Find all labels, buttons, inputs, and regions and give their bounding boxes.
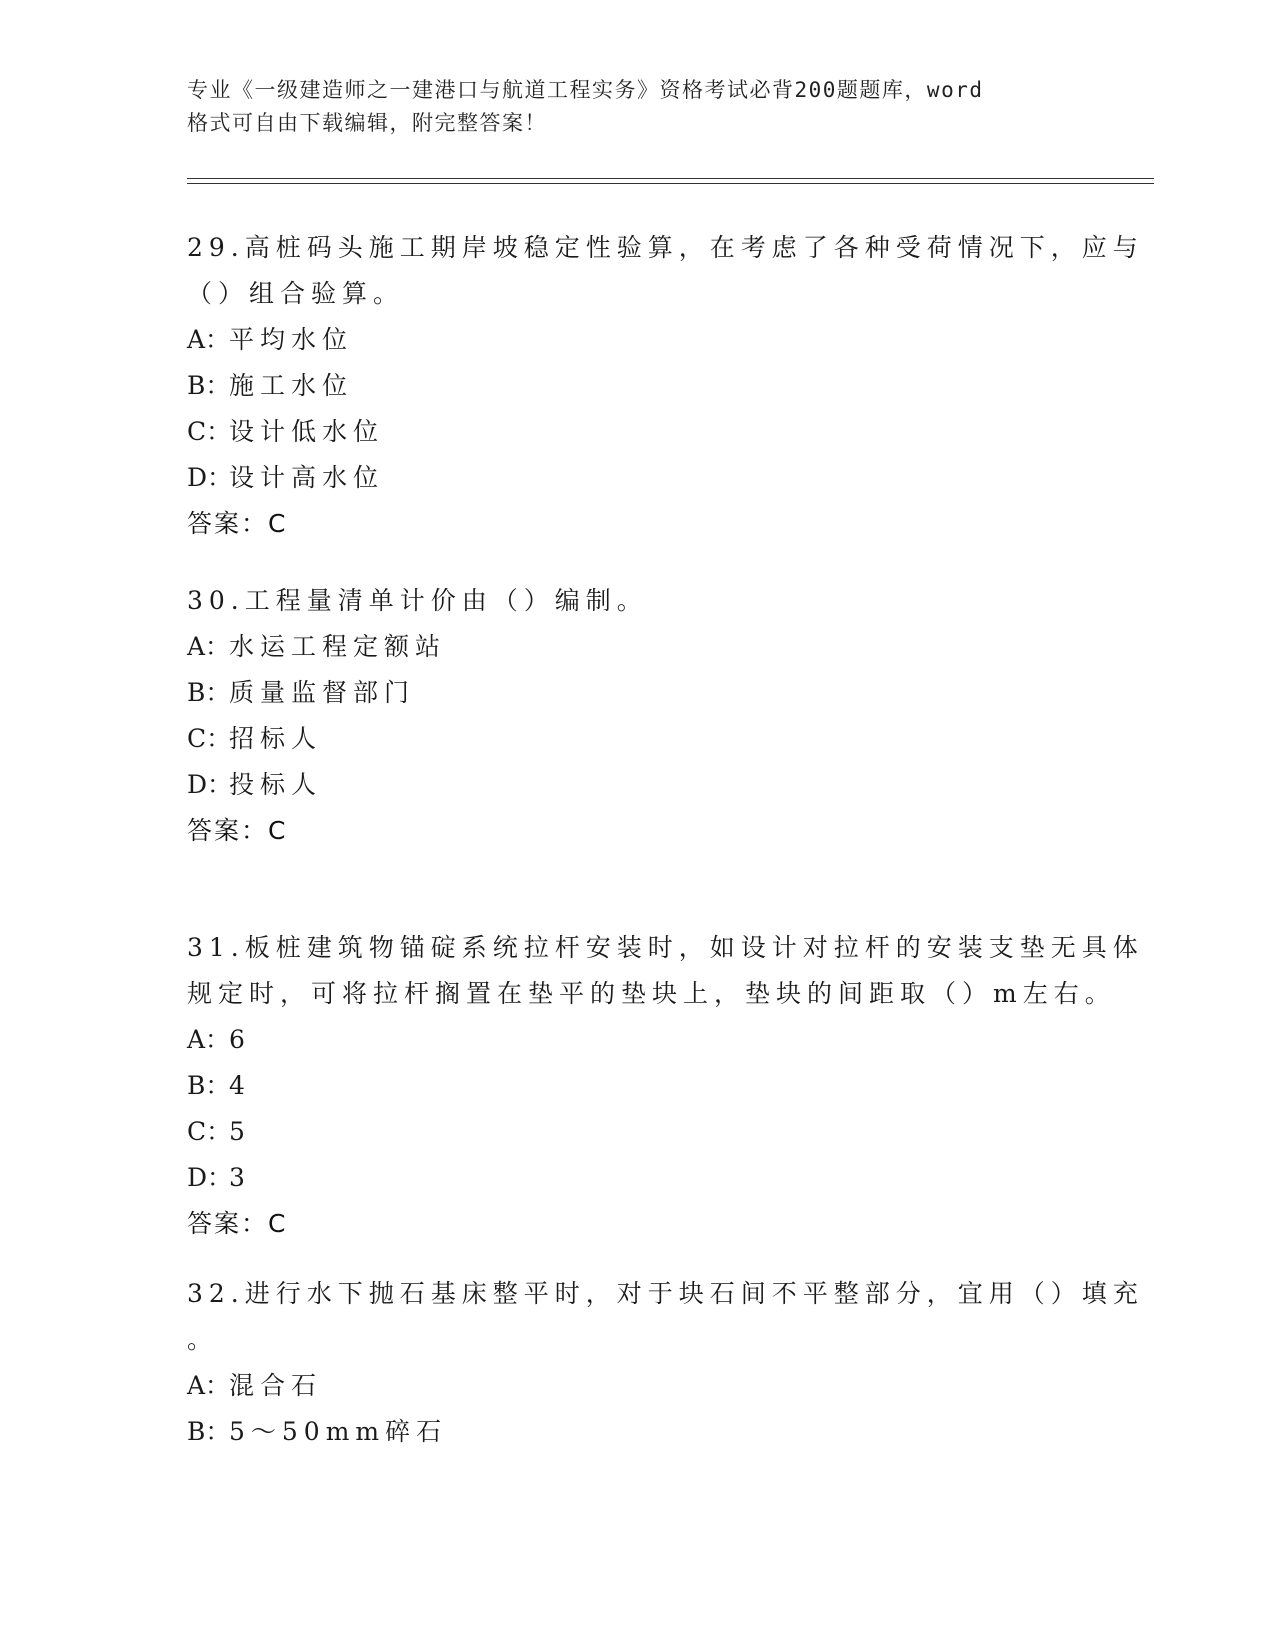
option-d (187, 762, 1087, 808)
option-key: B： (187, 678, 231, 707)
question-stem-line: 。 (187, 1325, 219, 1354)
question-29 (187, 225, 1144, 547)
question-stem-line: 30.工程量清单计价由（）编制。 (187, 586, 648, 615)
option-text: 设计高水位 (229, 463, 385, 492)
option-text: 投标人 (229, 770, 323, 799)
option-text: 平均水位 (229, 325, 354, 354)
option-text: 5～50mm碎石 (229, 1417, 448, 1446)
option-text: 3 (229, 1163, 251, 1192)
option-text: 质量监督部门 (229, 678, 416, 707)
question-stem-line: 规定时，可将拉杆搁置在垫平的垫块上，垫块的间距取（）m左右。 (187, 979, 1116, 1008)
option-key: B： (187, 371, 231, 400)
option-a (187, 1363, 1087, 1409)
header-line-1: 专业《一级建造师之一建港口与航道工程实务》资格考试必背200题题库，word (187, 78, 984, 102)
option-d (187, 455, 1087, 501)
question-stem-line: 29.高桩码头施工期岸坡稳定性验算，在考虑了各种受荷情况下，应与 (187, 233, 1144, 262)
option-a (187, 1017, 1087, 1063)
option-text: 水运工程定额站 (229, 632, 447, 661)
option-b (187, 1063, 1087, 1109)
header-divider-top (187, 178, 1154, 179)
option-text: 4 (229, 1071, 251, 1100)
header-divider-bottom (187, 183, 1154, 184)
option-b (187, 1409, 1087, 1455)
question-32 (187, 1271, 1144, 1455)
option-b (187, 363, 1087, 409)
option-text: 招标人 (229, 724, 323, 753)
option-d (187, 1155, 1087, 1201)
option-c (187, 409, 1087, 455)
option-key: D： (187, 770, 233, 799)
question-stem-line: 32.进行水下抛石基床整平时，对于块石间不平整部分，宜用（）填充 (187, 1279, 1144, 1308)
option-key: D： (187, 1163, 233, 1192)
option-text: 设计低水位 (229, 417, 385, 446)
option-text: 5 (229, 1117, 251, 1146)
option-c (187, 1109, 1087, 1155)
option-c (187, 716, 1087, 762)
option-key: B： (187, 1417, 231, 1446)
document-header (187, 74, 1087, 140)
question-stem-line: （）组合验算。 (187, 279, 405, 308)
option-text: 混合石 (229, 1371, 323, 1400)
question-30 (187, 578, 1087, 854)
option-key: D： (187, 463, 233, 492)
question-31 (187, 925, 1144, 1247)
option-text: 6 (229, 1025, 251, 1054)
answer-line: 答案：C (187, 509, 288, 538)
answer-line: 答案：C (187, 816, 288, 845)
option-key: A： (187, 1025, 231, 1054)
question-stem-line: 31.板桩建筑物锚碇系统拉杆安装时，如设计对拉杆的安装支垫无具体 (187, 933, 1144, 962)
option-key: A： (187, 632, 231, 661)
option-key: A： (187, 325, 231, 354)
header-line-2: 格式可自由下载编辑，附完整答案！ (187, 111, 547, 135)
option-key: A： (187, 1371, 231, 1400)
option-a (187, 317, 1087, 363)
option-a (187, 624, 1087, 670)
option-key: B： (187, 1071, 231, 1100)
option-key: C： (187, 1117, 232, 1146)
option-key: C： (187, 724, 232, 753)
option-key: C： (187, 417, 232, 446)
option-b (187, 670, 1087, 716)
answer-line: 答案：C (187, 1209, 288, 1238)
option-text: 施工水位 (229, 371, 354, 400)
